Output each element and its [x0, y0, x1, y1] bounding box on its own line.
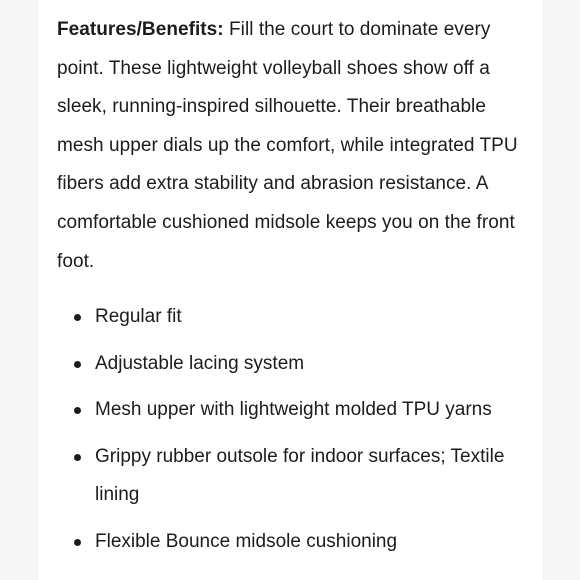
- feature-text: Regular fit: [95, 306, 182, 327]
- bullet-icon: [74, 314, 81, 321]
- feature-list-item: [57, 438, 537, 515]
- feature-text: Grippy rubber outsole for indoor surfaces; Textile lining: [95, 445, 505, 505]
- features-benefits-paragraph: [57, 11, 527, 281]
- bullet-icon: [74, 361, 81, 368]
- bullet-icon: [74, 407, 81, 414]
- feature-list-item: [57, 345, 537, 384]
- feature-list-item: [57, 298, 537, 337]
- bullet-icon: [74, 539, 81, 546]
- feature-text: Flexible Bounce midsole cushioning: [95, 530, 398, 552]
- feature-text: Mesh upper with lightweight molded TPU yarns: [95, 399, 492, 420]
- features-benefits-label: Features/Benefits:: [57, 19, 224, 40]
- feature-list-item: [57, 523, 537, 562]
- feature-text: Adjustable lacing system: [95, 352, 305, 374]
- features-benefits-text: Fill the court to dominate every point. These lightweight volleyball shoes show off a sleek, running-inspired silhouette. Their breathable mesh upper dials up the comfort, while integrated TPU fibers add extra stability and abrasion resistance. A comfortable cushioned midsole keeps you on the front foot.: [57, 19, 518, 272]
- product-description-card: [38, 0, 542, 580]
- bullet-icon: [74, 454, 81, 461]
- feature-list-item: [57, 391, 537, 430]
- feature-list: [57, 298, 537, 569]
- product-description-content: [57, 11, 527, 552]
